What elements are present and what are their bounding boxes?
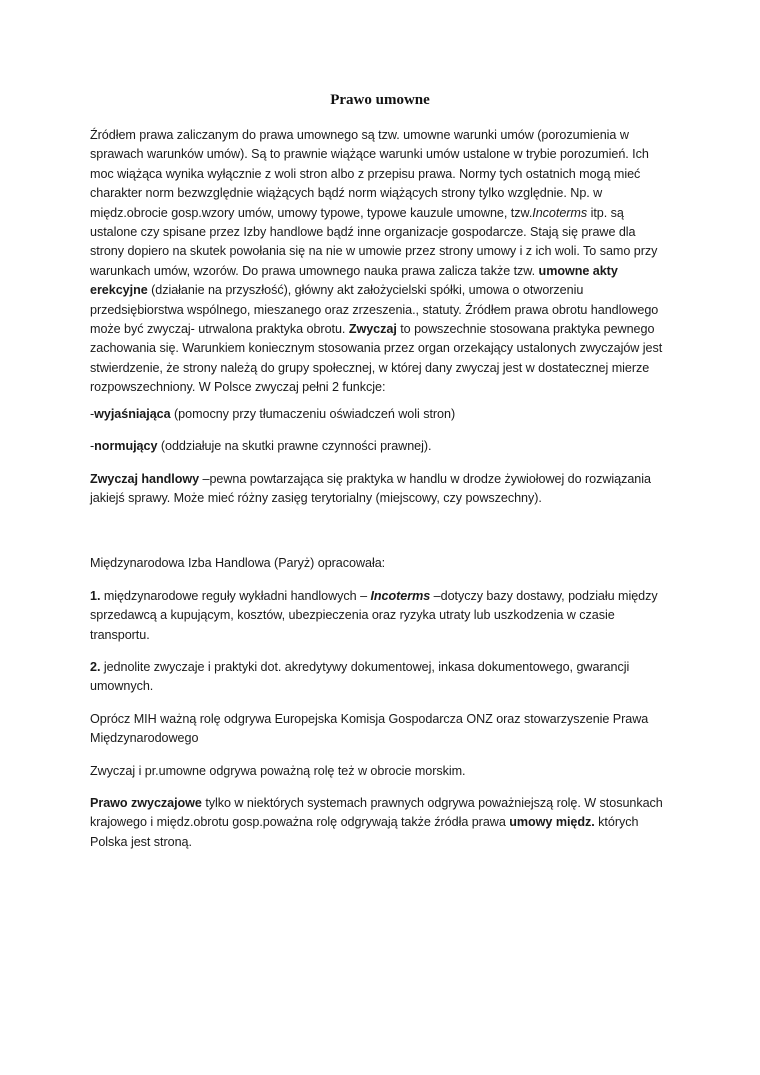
page-title: Prawo umowne [330,92,430,108]
paragraph-sources: Źródłem prawa zaliczanym do prawa umownego są tzw. umowne warunki umów (porozumienia w sprawach warunków umów). Są to prawnie wiążące warunki umów ustalone w trybie porozumień. Ich moc wiążąca wynika wyłącznie z woli stron albo z przepisu prawa. Normy tych ostatnich mogą mieć charakter norm bezwzględnie wiążących bądź norm wiążących strony tylko względnie. Np. w międz.obrocie gosp.wzory umów, umowy typowe, typowe kauzule umowne, tzw.Incoterms itp. są ustalone czy spisane przez Izby handlowe bądź inne organizacje gospodarcze. Stają się prawe dla strony dopiero na skutek powołania się na nie w umowie przez strony umowy i z ich woli. To samo przy warunkach umów, wzorów. Do prawa umownego nauka prawa zalicza także tzw. umowne akty erekcyjne (działanie na przyszłość), główny akt założycielski spółki, umowa o otworzeniu przedsiębiorstwa wspólnego, mieszanego oraz zrzeszenia., statuty. Źródłem prawa obrotu handlowego może być zwyczaj- utrwalona praktyka obrotu. Zwyczaj to powszechnie stosowana praktyka pewnego zachowania się. Warunkiem koniecznym stosowania przez organ orzekający ustalonych zwyczajów jest stwierdzenie, że strony należą do grupy społecznej, w której dany zwyczaj jest w dostatecznej mierze rozpowszechniony. W Polsce zwyczaj pełni 2 funkcje: [90,128,663,395]
paragraph-customary-law: Prawo zwyczajowe tylko w niektórych systemach prawnych odgrywa poważniejszą rolę. W stosunkach krajowego i międz.obrotu gosp.poważna rolę odgrywają także źródła prawa umowy międz. których Polska jest stroną. [90,795,663,849]
paragraph-trade-custom: Zwyczaj handlowy –pewna powtarzająca się praktyka w handlu w drodze żywiołowej do rozwiązania jakiejś sprawy. Może mieć różny zasięg terytorialny (miejscowy, czy powszechny). [90,471,651,505]
term-umowne-akty: umowne akty erekcyjne [90,263,618,298]
paragraph-icc: Międzynarodowa Izba Handlowa (Paryż) opracowała: [90,556,386,571]
incoterms-term: Incoterms [532,205,588,220]
function-normative: -normujący (oddziałuje na skutki prawne czynności prawnej). [90,439,432,454]
function-explaining: -wyjaśniająca (pomocny przy tłumaczeniu oświadczeń woli stron) [90,406,456,421]
paragraph-maritime: Zwyczaj i pr.umowne odgrywa poważną rolę też w obrocie morskim. [90,763,466,778]
list-item-1: 1. międzynarodowe reguły wykładni handlowych – Incoterms –dotyczy bazy dostawy, podziału między sprzedawcą a kupującym, kosztów, ubezpieczenia oraz ryzyka utraty lub uszkodzenia w czasie transportu. [90,588,658,642]
list-item-2: 2. jednolite zwyczaje i praktyki dot. akredytywy dokumentowej, inkasa dokumentowego, gwarancji umownych. [90,659,630,694]
document-body [90,126,672,852]
paragraph-mih: Oprócz MIH ważną rolę odgrywa Europejska Komisja Gospodarcza ONZ oraz stowarzyszenie Prawa Międzynarodowego [90,711,649,746]
incoterms-term: Incoterms [370,588,431,603]
term-zwyczaj: Zwyczaj [348,322,397,337]
